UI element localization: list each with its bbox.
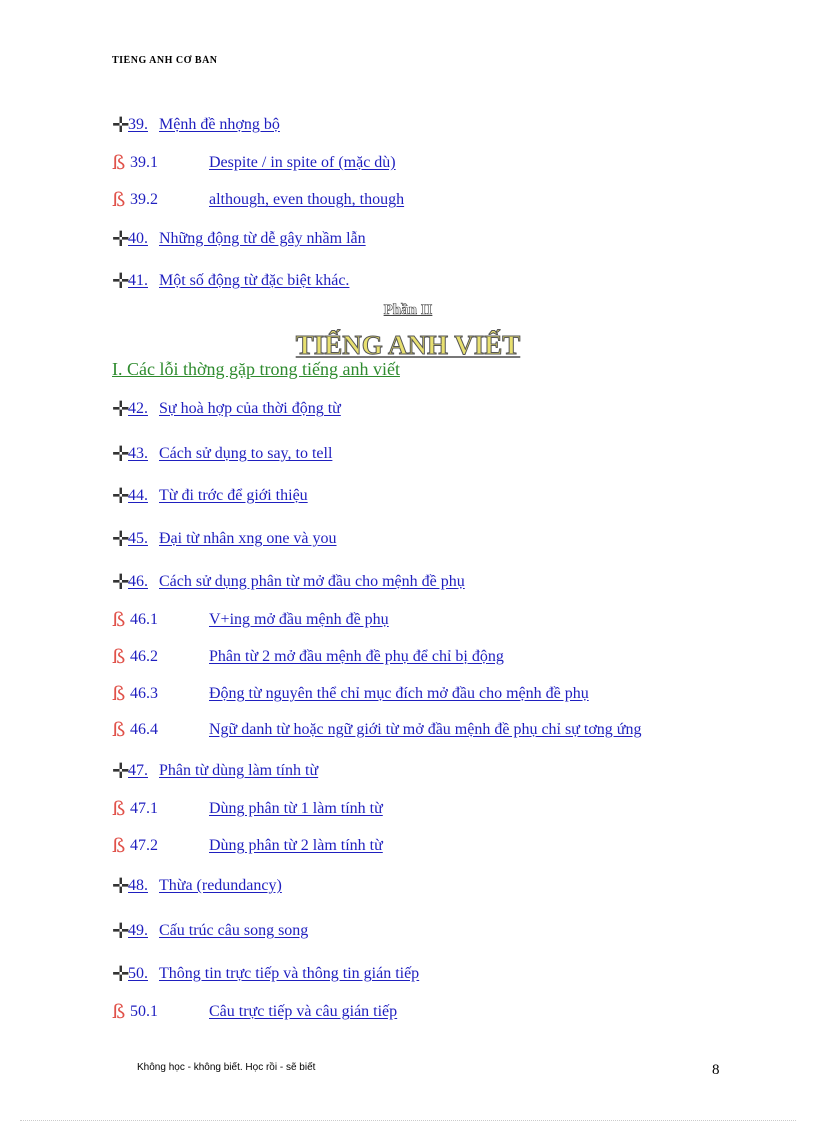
toc-link[interactable]: 39.2 although, even though, though (130, 191, 405, 208)
toc-link[interactable]: 46. Cách sử dụng phân từ mở đầu cho mệnh đề phụ (128, 573, 465, 590)
toc-link[interactable]: 39.1 Despite / in spite of (mặc dù) (130, 154, 396, 171)
toc-link[interactable]: 46.1 V+ing mở đầu mệnh đề phụ (130, 611, 389, 628)
part-label: Phần II (383, 302, 433, 318)
toc-link[interactable]: 44. Từ đi trớc để giới thiệu (128, 487, 308, 504)
cross-marker-icon: ✛ (112, 484, 130, 508)
toc-link[interactable]: 46.2 Phân từ 2 mở đầu mệnh đề phụ để chỉ bị động (130, 648, 504, 665)
toc-link[interactable]: 49. Cấu trúc câu song song (128, 922, 309, 939)
cross-marker-icon: ✛ (112, 527, 130, 551)
toc-link[interactable]: 47.1 Dùng phân từ 1 làm tính từ (130, 800, 383, 817)
toc-link[interactable]: 41. Một số động từ đặc biệt khác. (128, 272, 350, 289)
toc-link[interactable]: 48. Thừa (redundancy) (128, 877, 282, 894)
cross-marker-icon: ✛ (112, 442, 130, 466)
toc-link[interactable]: 39. Mệnh đề nhợng bộ (128, 116, 280, 133)
toc-link[interactable]: 42. Sự hoà hợp của thời động từ (128, 400, 341, 417)
toc-link[interactable]: 47. Phân từ dùng làm tính từ (128, 762, 319, 779)
toc-link[interactable]: 50. Thông tin trực tiếp và thông tin gián tiếp (128, 965, 420, 982)
toc-link[interactable]: 47.2 Dùng phân từ 2 làm tính từ (130, 837, 383, 854)
cross-marker-icon: ✛ (112, 759, 130, 783)
beta-marker-icon: ß (112, 607, 126, 631)
beta-marker-icon: ß (112, 717, 126, 741)
footer-motto: Không học - không biết. Học rồi - sẽ biết (137, 1062, 316, 1073)
toc-link[interactable]: 46.4 Ngữ danh từ hoặc ngữ giới từ mở đầu mệnh đề phụ chỉ sự tơng ứng (130, 721, 642, 738)
toc-link[interactable]: 46.3 Động từ nguyên thể chỉ mục đích mở đầu cho mệnh đề phụ (130, 685, 589, 702)
toc-link[interactable]: 40. Những động từ dễ gây nhầm lẫn (128, 230, 366, 247)
beta-marker-icon: ß (112, 644, 126, 668)
beta-marker-icon: ß (112, 150, 126, 174)
beta-marker-icon: ß (112, 833, 126, 857)
cross-marker-icon: ✛ (112, 919, 130, 943)
beta-marker-icon: ß (112, 796, 126, 820)
beta-marker-icon: ß (112, 187, 126, 211)
cross-marker-icon: ✛ (112, 397, 130, 421)
cross-marker-icon: ✛ (112, 113, 130, 137)
toc-link[interactable]: 50.1 Câu trực tiếp và câu gián tiếp (130, 1003, 398, 1020)
cross-marker-icon: ✛ (112, 874, 130, 898)
beta-marker-icon: ß (112, 999, 126, 1023)
running-header: TIẾNG ANH CƠ BẢN (112, 55, 218, 64)
beta-marker-icon: ß (112, 681, 126, 705)
part-title: TIẾNG ANH VIẾT (295, 330, 521, 360)
cross-marker-icon: ✛ (112, 227, 130, 251)
toc-link[interactable]: 45. Đại từ nhân xng one và you (128, 530, 337, 547)
cross-marker-icon: ✛ (112, 269, 130, 293)
cross-marker-icon: ✛ (112, 570, 130, 594)
toc-link[interactable]: 43. Cách sử dụng to say, to tell (128, 445, 333, 462)
section-heading[interactable]: I. Các lỗi thờng gặp trong tiếng anh viết (112, 359, 400, 379)
page-number: 8 (712, 1062, 720, 1078)
page-border (20, 1120, 796, 1121)
cross-marker-icon: ✛ (112, 962, 130, 986)
